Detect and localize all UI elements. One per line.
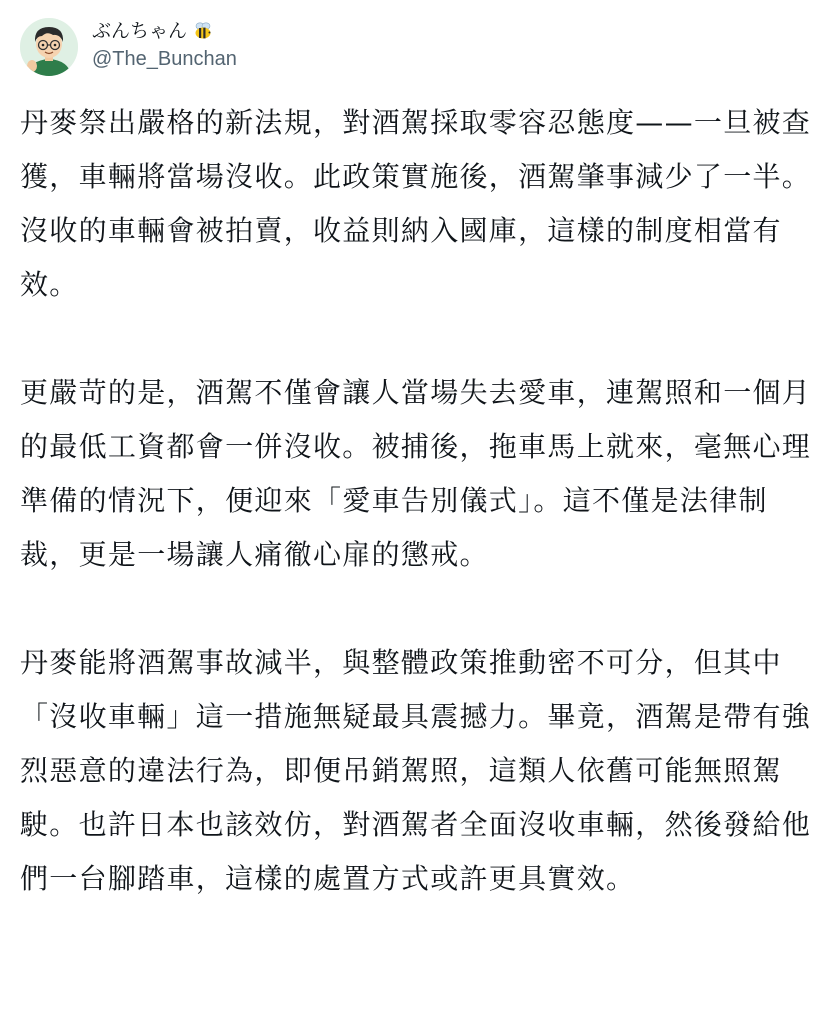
avatar-icon xyxy=(20,18,78,76)
tweet-paragraph: 丹麥能將酒駕事故減半，與整體政策推動密不可分，但其中「沒收車輛」這一措施無疑最具震撼力。畢竟，酒駕是帶有強烈惡意的違法行為，即便吊銷駕照，這類人依舊可能無照駕駛。也許日本也該效仿，對酒駕者全面沒收車輛，然後發給他們一台腳踏車，這樣的處置方式或許更具實效。 xyxy=(20,646,812,895)
tweet-paragraph: 丹麥祭出嚴格的新法規，對酒駕採取零容忍態度——一旦被查獲，車輛將當場沒收。此政策實施後，酒駕肇事減少了一半。沒收的車輛會被拍賣，收益則納入國庫，這樣的制度相當有效。 xyxy=(20,106,812,301)
display-name[interactable]: ぶんちゃん xyxy=(92,20,188,42)
avatar[interactable] xyxy=(20,18,78,76)
user-handle[interactable]: @The_Bunchan xyxy=(92,48,237,70)
author-names xyxy=(92,19,237,71)
bee-emoji-icon xyxy=(191,21,215,41)
tweet-paragraph: 更嚴苛的是，酒駕不僅會讓人當場失去愛車，連駕照和一個月的最低工資都會一併沒收。被捕後，拖車馬上就來，毫無心理準備的情況下，便迎來「愛車告別儀式」。這不僅是法律制裁，更是一場讓人痛徹心扉的懲戒。 xyxy=(20,376,812,571)
display-name-row xyxy=(92,19,237,43)
tweet-text xyxy=(20,96,820,906)
tweet-header xyxy=(20,16,237,78)
